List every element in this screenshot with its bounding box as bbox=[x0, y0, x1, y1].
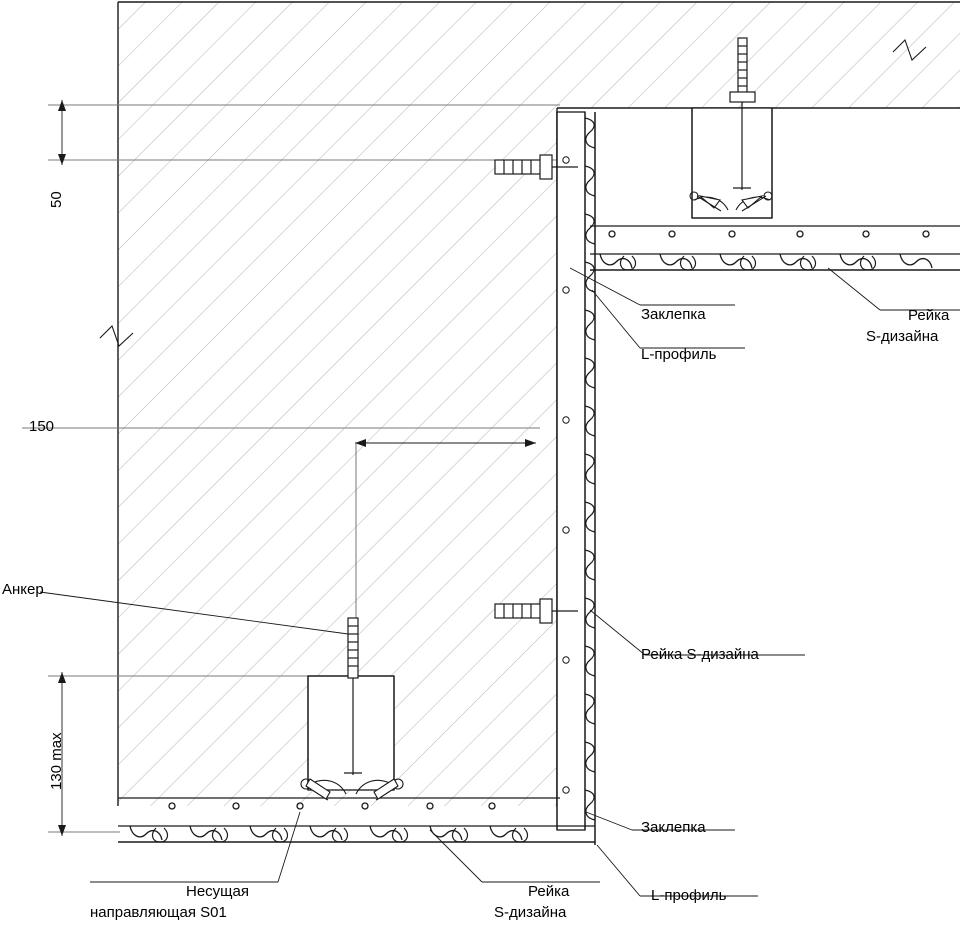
label-reyka-bottom-line1: Рейка bbox=[528, 883, 570, 900]
label-l-profil-top: L-профиль bbox=[641, 346, 717, 363]
label-reyka-s-dizayna-mid: Рейка S-дизайна bbox=[641, 646, 759, 663]
label-zaklepka-bottom: Заклепка bbox=[641, 819, 706, 836]
label-nesushchaya-line2: направляющая S01 bbox=[90, 904, 227, 921]
label-nesushchaya-line1: Несущая bbox=[186, 883, 249, 900]
top-suspension-bracket bbox=[692, 108, 772, 218]
wall-hatch-region bbox=[118, 2, 960, 806]
label-anker: Анкер bbox=[2, 581, 44, 598]
label-reyka-right-line2: S-дизайна bbox=[866, 328, 939, 345]
label-reyka-right-line1: Рейка bbox=[908, 307, 950, 324]
top-carrier-rail bbox=[590, 226, 960, 270]
vertical-s-panels bbox=[585, 118, 595, 820]
label-reyka-bottom-line2: S-дизайна bbox=[494, 904, 567, 921]
dimension-50-text: 50 bbox=[48, 191, 65, 208]
dimension-130max-text: 130 max bbox=[48, 732, 65, 790]
dimension-150-text: 150 bbox=[29, 418, 55, 435]
top-s-panels bbox=[621, 256, 876, 270]
vertical-l-profile bbox=[557, 112, 595, 845]
label-zaklepka-top: Заклепка bbox=[641, 306, 706, 323]
label-l-profil-bottom: L-профиль bbox=[651, 887, 727, 904]
